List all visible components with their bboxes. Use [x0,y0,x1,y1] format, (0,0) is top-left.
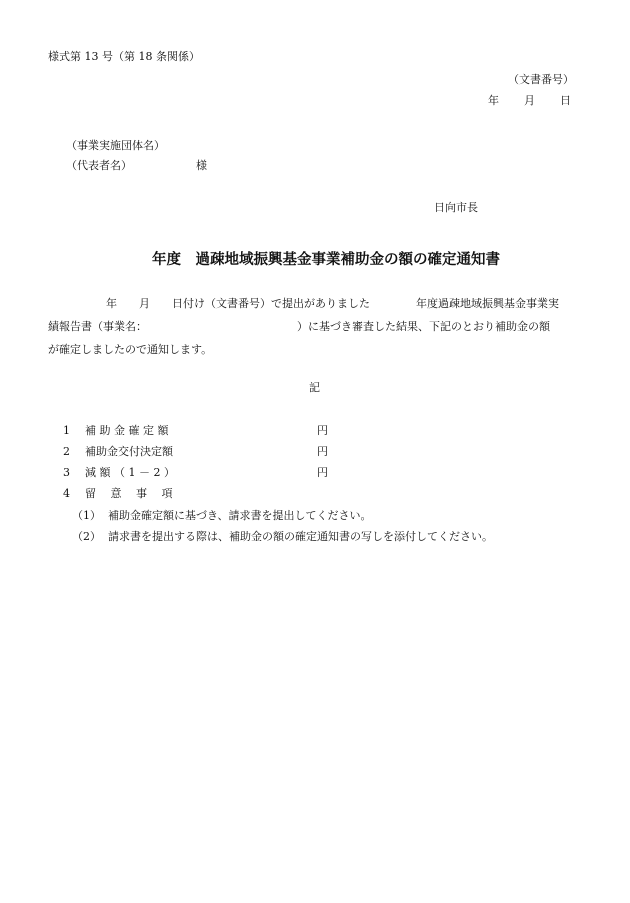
date-month: 月 [524,94,535,107]
document-number: （文書番号） [508,73,574,86]
item-3-num: 3 [63,466,70,479]
date-line [488,94,571,108]
item-1-num: 1 [63,424,70,437]
item-3-unit: 円 [317,466,328,479]
recipient-org-name: （事業実施団体名） [66,139,165,152]
body-year: 年 [106,297,117,310]
body-paragraph [48,292,588,361]
recipient-rep-name: （代表者名） [66,159,132,172]
sender-name: 日向市長 [434,201,478,214]
form-label: 様式第 13 号（第 18 条関係） [48,50,200,63]
item-1-label: 補 助 金 確 定 額 [85,424,169,437]
body-line-1 [48,292,588,315]
body-line-1-end: 年度過疎地域振興基金事業実 [416,297,559,310]
note-2-num: （2） [72,530,101,543]
note-2-text: 請求書を提出する際は、補助金の額の確定通知書の写しを添付してください。 [108,530,493,543]
body-line-2-end: ）に基づき審査した結果、下記のとおり補助金の額 [297,320,550,333]
body-line-2 [48,315,588,338]
note-1-num: （1） [72,509,101,522]
date-day: 日 [560,94,571,107]
item-2-unit: 円 [317,445,328,458]
item-1-unit: 円 [317,424,328,437]
date-year: 年 [488,94,499,107]
body-month: 月 [139,297,150,310]
note-1-text: 補助金確定額に基づき、請求書を提出してください。 [108,509,372,522]
body-line-3: が確定しましたので通知します。 [48,343,213,356]
item-4-label: 留 意 事 項 [85,487,173,500]
body-line-2-start: 績報告書（事業名： [48,320,147,333]
item-2-num: 2 [63,445,70,458]
item-2-label: 補助金交付決定額 [85,445,173,458]
document-title: 年度 過疎地域振興基金事業補助金の額の確定通知書 [152,251,500,268]
item-3-label: 減 額 （ 1 － 2 ） [85,466,175,479]
ki-marker: 記 [309,381,320,394]
recipient-honorific: 様 [196,159,207,172]
item-4-num: 4 [63,487,70,500]
body-line-1-text: 日付け（文書番号）で提出がありました [172,297,370,310]
recipient-rep-line [66,159,207,173]
